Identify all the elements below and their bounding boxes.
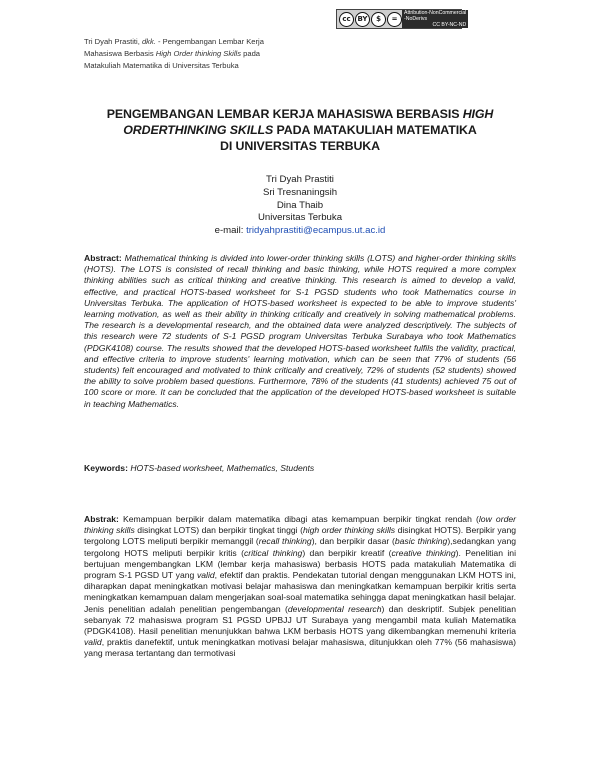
- email-line: [150, 225, 450, 238]
- abstract-text: Mathematical thinking is divided into lower-order thinking skills (LOTS) and higher-order thinking skills (HOTS). The LOTS is consisted of recall thinking and basic thinking, while HOTS required a more complex thinking abilities such as critical thinking and creative thinking. This research is aimed to develop a valid, effective, and practical HOTS-based worksheet for S-1 PGSD students who took Mathematics course in Universitas Terbuka. The application of HOTS-based worksheet is expected to be able to improve students' learning motivation, as well as their ability in thinking critically and creatively in solving mathematical problems. The research is a developmental research, and the obtained data were analyzed descriptively. The subjects of this research were 72 students of S-1 PGSD program Universitas Terbuka Surabaya who took Mathematics (PDGK4108) course. The results showed that the developed HOTS-based worksheet fulfils the validity, practical, and effective criteria to improve students' learning motivation, which can be seen that 77% of students (56 students) felt encouraged and motivated to think critically and creatively, 72% of students (52 students) showed the ability to solve problem based questions. Furthermore, 78% of the students (41 students) achieved 75 out of 100 score or more. It can be concluded that the application of the developed HOTS-based worksheet is suitable in teaching Mathematics.: [84, 253, 516, 409]
- keywords-text: HOTS-based worksheet, Mathematics, Students: [127, 463, 315, 473]
- running-header: [84, 36, 264, 72]
- header-line-1: Tri Dyah Prastiti, dkk. - Pengembangan Lembar Kerja: [84, 37, 264, 46]
- email-label: e-mail:: [214, 225, 247, 237]
- cc-icon: cc: [339, 12, 354, 27]
- abstract-label: Abstract:: [84, 253, 122, 263]
- header-line-3: Matakuliah Matematika di Universitas Terbuka: [84, 61, 239, 70]
- noderivs-icon: =: [387, 12, 402, 27]
- affiliation: Universitas Terbuka: [257, 212, 343, 224]
- cc-icons: [337, 10, 402, 28]
- noncommercial-icon: $: [371, 12, 386, 27]
- author-name: Dina Thaib: [276, 199, 324, 211]
- abstrak-label: Abstrak:: [84, 514, 119, 524]
- cc-license-badge[interactable]: [336, 9, 467, 29]
- attribution-icon: BY: [355, 12, 370, 27]
- author-name: Tri Dyah Prastiti: [266, 174, 334, 185]
- keywords: [84, 463, 516, 474]
- author-block: [150, 174, 450, 238]
- cc-license-text: [402, 10, 468, 28]
- license-line-3: CC BY-NC-ND: [432, 22, 467, 29]
- abstrak-indonesian: Abstrak: Kemampuan berpikir dalam matematika dibagi atas kemampuan berpikir tingkat rendah (low order thinking skills disingkat LOTS) dan berpikir tingkat tinggi (high order thinking skills disingkat HOTS). Berpikir yang tergolong LOTS meliputi berpikir memanggil (recall thinking), dan berpikir dasar (basic thinking),sedangkan yang tergolong HOTS meliputi berpikir kritis (critical thinking) dan berpikir kreatif (creative thinking). Penelitian ini bertujuan mengembangkan LKM (lembar kerja mahasiswa) berbasis HOTS pada matakuliah Matematika di program S-1 PGSD UT yang valid, efektif dan praktis. Pendekatan tutorial dengan menggunakan LKM HOTS ini, diharapkan dapat meningkatkan motivasi belajar mahasiswa dan meningkatkan kemampuan berpikir kritis serta meningkatkan kemampuan dalam mengerjakan soal-soal matematika sehingga dapat meningkatkan hasil belajar. Jenis penelitian adalah penelitian pengembangan (developmental research) dan deskriptif. Subjek penelitian sebanyak 72 mahasiswa program S1 PGSD UPBJJ UT Surabaya yang mengambil mata kuliah Matematika (PDGK4108). Hasil penelitian menunjukkan bahwa LKM berbasis HOTS yang dikembangkan memenuhi kriteria valid, praktis danefektif, untuk meningkatkan motivasi belajar mahasiswa, ditunjukkan oleh 77% (56 mahasiswa) yang merasa tertantang dan termotivasi: [84, 514, 517, 659]
- author-name: Sri Tresnaningsih: [262, 186, 338, 198]
- license-line-2: -NoDerivs: [404, 15, 428, 22]
- keywords-label: Keywords:: [84, 463, 128, 473]
- abstract-english: [84, 253, 516, 410]
- paper-title: PENGEMBANGAN LEMBAR KERJA MAHASISWA BERBASIS HIGH ORDERTHINKING SKILLS PADA MATAKULIAH MATEMATIKA DI UNIVERSITAS TERBUKA: [106, 107, 494, 153]
- header-line-2: Mahasiswa Berbasis High Order thinking Skills pada: [84, 49, 261, 58]
- email-link[interactable]: tridyahprastiti@ecampus.ut.ac.id: [246, 225, 386, 237]
- license-line-1: Attribution-NonCommercial: [404, 9, 467, 16]
